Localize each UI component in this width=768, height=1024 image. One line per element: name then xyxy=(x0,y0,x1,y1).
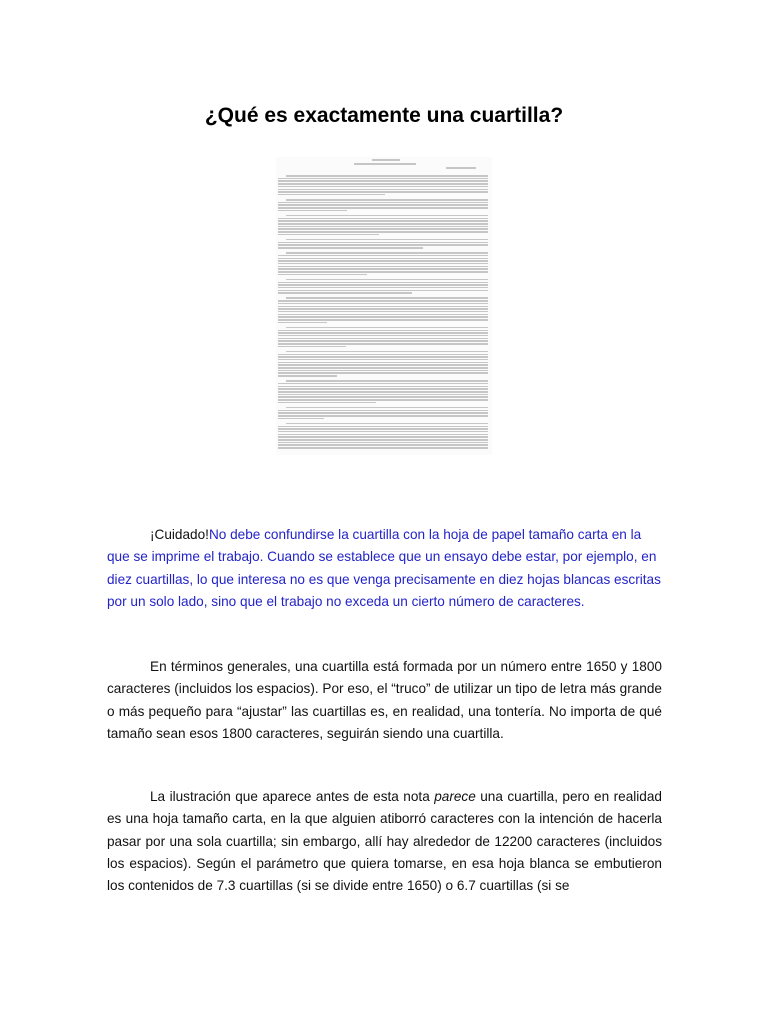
illustration-text-line xyxy=(278,388,488,390)
illustration-text-line xyxy=(278,228,488,230)
illustration-text-line xyxy=(278,186,488,188)
illustration-text-line xyxy=(286,239,488,241)
illustration-text-line xyxy=(278,447,488,449)
illustration-text-line xyxy=(278,375,337,377)
illustration-text-line xyxy=(278,399,488,401)
illustration-text-line xyxy=(278,340,488,342)
illustration-text-line xyxy=(278,319,488,321)
illustration-text-line xyxy=(446,167,476,169)
illustration-text-line xyxy=(286,327,488,329)
illustration-text-line xyxy=(278,362,488,364)
illustration-text-line xyxy=(278,439,488,441)
illustration-text-line xyxy=(278,260,488,262)
illustration-text-line xyxy=(278,244,488,246)
illustration-text-line xyxy=(278,364,488,366)
illustration-text-line xyxy=(278,223,488,225)
characters-paragraph-text: En términos generales, una cuartilla está formada por un número entre 1650 y 1800 caracteres (incluidos los espacios). Por eso, el “truco” de utilizar un tipo de letra más grande o más pequeño para “ajustar” las cuartillas es, en realidad, una tontería. No importa de qué tamaño sean esos 1800 caracteres, seguirán siendo una cuartilla. xyxy=(107,659,662,741)
illustration-text-line xyxy=(278,180,488,182)
illustration-text-line xyxy=(278,258,488,260)
illustration-paragraph xyxy=(107,786,662,897)
illustration-text-line xyxy=(278,220,488,222)
illustration-text-line xyxy=(278,308,488,310)
illustration-text-line xyxy=(278,306,488,308)
illustration-text-line xyxy=(278,284,488,286)
illustration-text-line xyxy=(278,263,488,265)
illustration-text-line xyxy=(278,338,488,340)
illustration-text-line xyxy=(278,394,488,396)
illustration-text-line xyxy=(278,247,423,249)
illustration-text-line xyxy=(278,359,488,361)
illustration-text-line xyxy=(286,215,488,217)
illustration-text-line xyxy=(286,199,488,201)
characters-paragraph xyxy=(107,656,662,745)
illustration-text-line xyxy=(278,442,488,444)
illustration-text-line xyxy=(278,204,488,206)
illustration-text-line xyxy=(278,314,488,316)
illustration-text-line xyxy=(278,436,488,438)
warning-paragraph xyxy=(107,524,662,613)
illustration-text-line xyxy=(278,322,327,324)
illustration-text-line xyxy=(278,367,488,369)
illustration-text-line xyxy=(278,415,488,417)
illustration-text-line xyxy=(278,231,488,233)
illustration-text-line xyxy=(278,418,324,420)
illustration-text-line xyxy=(278,282,488,284)
illustration-text-line xyxy=(278,396,488,398)
illustration-text-line xyxy=(286,175,488,177)
illustration-text-line xyxy=(278,183,488,185)
illustration-text-line xyxy=(278,255,488,257)
illustration-text-line xyxy=(278,242,488,244)
illustration-text-line xyxy=(278,356,488,358)
illustration-text-line xyxy=(278,412,488,414)
illustration-text-line xyxy=(278,370,488,372)
illustration-text-line xyxy=(278,431,488,433)
illustration-text-line xyxy=(278,194,385,196)
illustration-text-line xyxy=(278,316,488,318)
illustration-text-line xyxy=(278,191,488,193)
illustration-paragraph-before: La ilustración que aparece antes de esta nota xyxy=(150,789,435,804)
illustration-text-line xyxy=(278,268,488,270)
illustration-text-line xyxy=(278,386,488,388)
illustration-text-line xyxy=(278,218,488,220)
illustration-text-line xyxy=(278,202,488,204)
illustration-text-line xyxy=(286,380,488,382)
illustration-text-line xyxy=(278,346,346,348)
warning-body: No debe confundirse la cuartilla con la hoja de papel tamaño carta en la que se imprime el trabajo. Cuando se establece que un ensayo debe estar, por ejemplo, en diez cuartillas, lo que interesa no es que venga precisamente en diez hojas blancas escritas por un solo lado, sino que el trabajo no exceda un cierto número de caracteres. xyxy=(107,527,661,609)
illustration-text-line xyxy=(278,189,488,191)
illustration-text-line xyxy=(278,271,488,273)
illustration-text-line xyxy=(278,274,367,276)
illustration-text-line xyxy=(278,335,488,337)
illustration-text-line xyxy=(278,234,379,236)
illustration-text-line xyxy=(278,287,488,289)
warning-prefix: ¡Cuidado! xyxy=(150,527,209,542)
illustration-text-line xyxy=(278,332,488,334)
illustration-text-line xyxy=(286,252,488,254)
illustration-text-line xyxy=(278,311,488,313)
illustration-text-line xyxy=(278,426,488,428)
dense-page-illustration xyxy=(276,157,492,455)
illustration-text-line xyxy=(286,407,488,409)
illustration-text-line xyxy=(278,434,488,436)
illustration-text-line xyxy=(278,207,488,209)
illustration-text-line xyxy=(278,303,488,305)
illustration-text-line xyxy=(278,290,488,292)
illustration-text-line xyxy=(278,178,488,180)
illustration-text-line xyxy=(278,410,488,412)
illustration-text-line xyxy=(278,354,488,356)
illustration-text-line xyxy=(286,279,488,281)
illustration-text-line xyxy=(354,163,416,165)
illustration-text-line xyxy=(278,402,376,404)
illustration-text-line xyxy=(278,292,412,294)
illustration-text-line xyxy=(278,428,488,430)
illustration-paragraph-after: una cuartilla, pero en realidad es una hoja tamaño carta, en la que alguien atiborró caracteres con la intención de hacerla pasar por una sola cuartilla; sin embargo, allí hay alrededor de 12200 caracteres (incluidos los espacios). Según el parámetro que quiera tomarse, en esa hoja blanca se embutieron los contenidos de 7.3 cuartillas (si se divide entre 1650) o 6.7 cuartillas (si se xyxy=(107,789,662,894)
illustration-text-line xyxy=(278,391,488,393)
illustration-text-line xyxy=(278,226,488,228)
illustration-paragraph-emphasis: parece xyxy=(434,789,476,804)
illustration-text-line xyxy=(278,300,488,302)
illustration-text-line xyxy=(372,159,400,161)
illustration-text-line xyxy=(286,351,488,353)
illustration-text-line xyxy=(286,297,488,299)
illustration-text-line xyxy=(286,423,488,425)
illustration-text-line xyxy=(278,210,347,212)
page-title: ¿Qué es exactamente una cuartilla? xyxy=(204,104,564,128)
illustration-text-line xyxy=(278,266,488,268)
illustration-text-line xyxy=(278,444,488,446)
illustration-text-line xyxy=(278,372,488,374)
illustration-text-line xyxy=(278,383,488,385)
illustration-text-line xyxy=(278,330,488,332)
illustration-text-line xyxy=(278,343,488,345)
